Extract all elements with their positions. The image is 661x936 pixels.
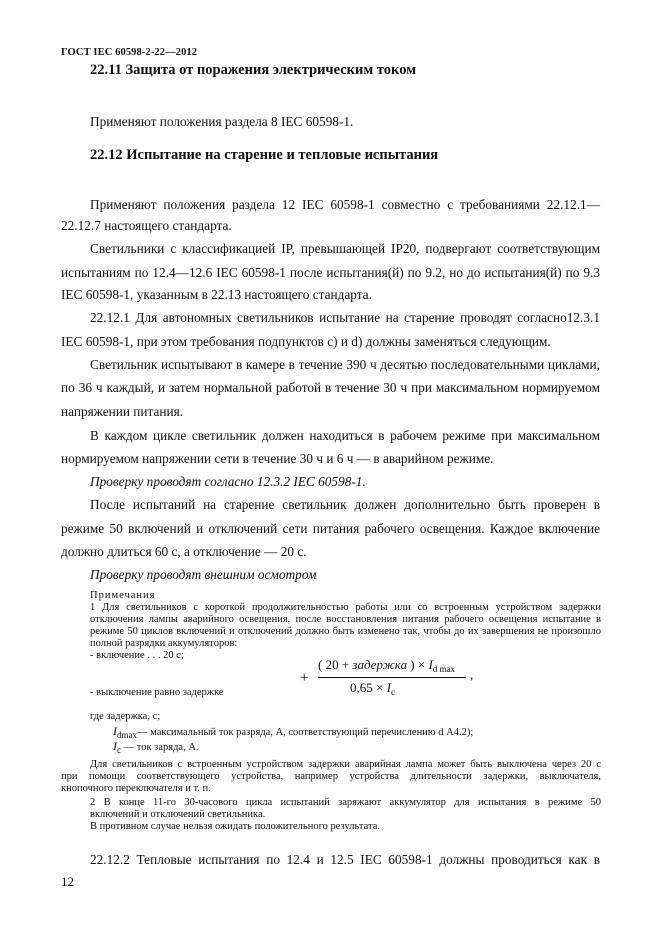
formula-comma: , [470, 667, 474, 682]
note-line: 2 В конце 11-го 30-часового цикла испытаний заряжают аккумулятор для испытания в режиме 50 [90, 797, 601, 808]
italic-check-note: Проверку проводят внешним осмотром [90, 567, 317, 582]
paragraph-line: нормируемом напряжении сети в течение 30 ч и 6 ч — в аварийном режиме. [61, 451, 494, 466]
paragraph-line: Светильники с классификацией IP, превышающей IP20, подвергают соответствующим [90, 241, 600, 256]
document-header-code: ГОСТ IEC 60598-2-22—2012 [61, 47, 198, 58]
on-label: - включение . . . 20 с; [90, 650, 184, 661]
note-line: полной разрядки аккумуляторов: [90, 638, 238, 649]
paragraph-line: IEC 60598-1, при этом требования подпунктов с) и d) должны заменяться следующим. [61, 334, 551, 349]
note-line: кнопочного переключателя и т. п. [61, 783, 211, 794]
paragraph-line: После испытаний на старение светильник должен дополнительно быть проверен в [90, 497, 600, 512]
fraction-line [318, 677, 466, 678]
note-line: включений и отключений светильника. [90, 809, 266, 820]
section-22-12-title: 22.12 Испытание на старение и тепловые испытания [90, 147, 439, 163]
note-line: Для светильников с встроенным устройством задержки аварийная лампа может быть выключена через 20 с [90, 759, 601, 770]
italic-check-note: Проверку проводят согласно 12.3.2 IEC 60598-1. [90, 474, 366, 489]
note-line: режиме 50 циклов включений и отключений должно быть изменено так, чтобы до их завершения не произошло [90, 626, 601, 637]
paragraph-line: 22.12.7 настоящего стандарта. [61, 218, 232, 233]
note-line: отключения лампы аварийного освещения, после восстановления питания рабочего освещения испытание в [90, 614, 601, 625]
paragraph-line: 22.12.2 Тепловые испытания по 12.4 и 12.5 IEC 60598-1 должны проводиться как в [90, 852, 600, 867]
section-22-11-text: Применяют положения раздела 8 IEC 60598-1. [90, 114, 354, 129]
paragraph-line: Применяют положения раздела 12 IEC 60598-1 совместно с требованиями 22.12.1— [90, 197, 600, 212]
paragraph-line: напряжении питания. [61, 404, 184, 419]
paragraph-line: испытаниям по 12.4—12.6 IEC 60598-1 после испытания(й) по 9.2, но до испытания(й) по 9.3 [61, 265, 600, 280]
off-label: - выключение равно задержке [90, 687, 224, 698]
formula [300, 655, 480, 700]
paragraph-line: IEC 60598-1, указанным в 22.13 настоящего стандарта. [61, 287, 372, 302]
note-line: 1 Для светильников с короткой продолжительностью работы или со встроенным устройством задержки [90, 602, 601, 613]
paragraph-line: В каждом цикле светильник должен находиться в рабочем режиме при максимальном [90, 428, 600, 443]
section-22-11-title: 22.11 Защита от поражения электрическим током [90, 62, 417, 78]
page-number: 12 [61, 874, 74, 889]
definition-ic: $I_c$ — ток заряда, А. [113, 739, 199, 755]
notes-heading: Примечания [90, 590, 156, 601]
paragraph-line: режиме 50 включений и отключений сети питания рабочего освещения. Каждое включение [61, 521, 600, 536]
paragraph-line: должно длиться 60 с, а отключение — 20 с. [61, 544, 307, 559]
formula-numerator: ( 20 + задержка ) × $I_{d max}$ [318, 657, 456, 674]
formula-denominator: $0,65 \times I_c$ [350, 680, 395, 697]
definition-idmax: $I_{dmax}—$ максимальный ток разряда, А, соответствующий перечислению d А4.2); [113, 724, 474, 740]
where-line: где задержка, с; [90, 711, 161, 722]
paragraph-line: Светильник испытывают в камере в течение 390 ч десятью последовательными циклами, [90, 357, 600, 372]
note-line: В противном случае нельзя ожидать положительного результата. [90, 821, 380, 832]
paragraph-line: по 36 ч каждый, и затем нормальной работой в течение 30 ч при максимальном нормируемом [61, 380, 600, 395]
paragraph-line: 22.12.1 Для автономных светильников испытание на старение проводят согласно12.3.1 [90, 310, 600, 325]
note-line: при помощи соответствующего устройства, например устройства длительности задержки, выключателя, [61, 771, 601, 782]
formula-plus: + [300, 670, 309, 686]
